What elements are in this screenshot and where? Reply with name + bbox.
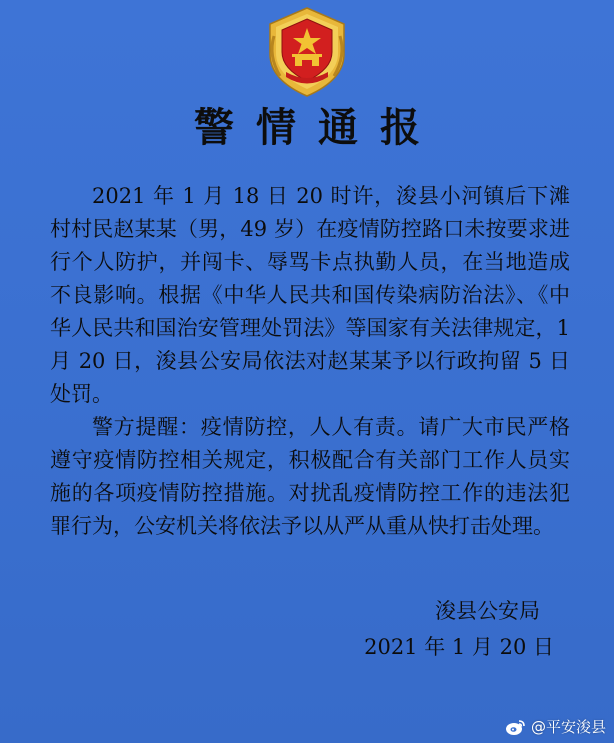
weibo-watermark	[505, 716, 606, 737]
paragraph-incident: 2021 年 1 月 18 日 20 时许，浚县小河镇后下滩村村民赵某某（男，49 岁）在疫情防控路口未按要求进行个人防护，并闯卡、辱骂卡点执勤人员，在当地造成不良影响。根据《中华人民共和国传染病防治法》、《中华人民共和国治安管理处罚法》等国家有关法律规定，1 月 20 日，浚县公安局依法对赵某某予以行政拘留 5 日处罚。	[50, 184, 570, 406]
notice-body	[50, 180, 570, 543]
notice-title: 警情通报	[194, 105, 442, 151]
weibo-icon	[505, 718, 527, 736]
watermark-text: @平安浚县	[530, 718, 606, 736]
paragraph-reminder: 警方提醒：疫情防控，人人有责。请广大市民严格遵守疫情防控相关规定，积极配合有关部门工作人员实施的各项疫情防控措施。对扰乱疫情防控工作的违法犯罪行为，公安机关将依法予以从严从重从快打击处理。	[50, 415, 570, 538]
signature-organization: 浚县公安局	[435, 599, 540, 623]
signature-date: 2021 年 1 月 20 日	[364, 635, 554, 659]
police-emblem-icon	[258, 6, 356, 98]
